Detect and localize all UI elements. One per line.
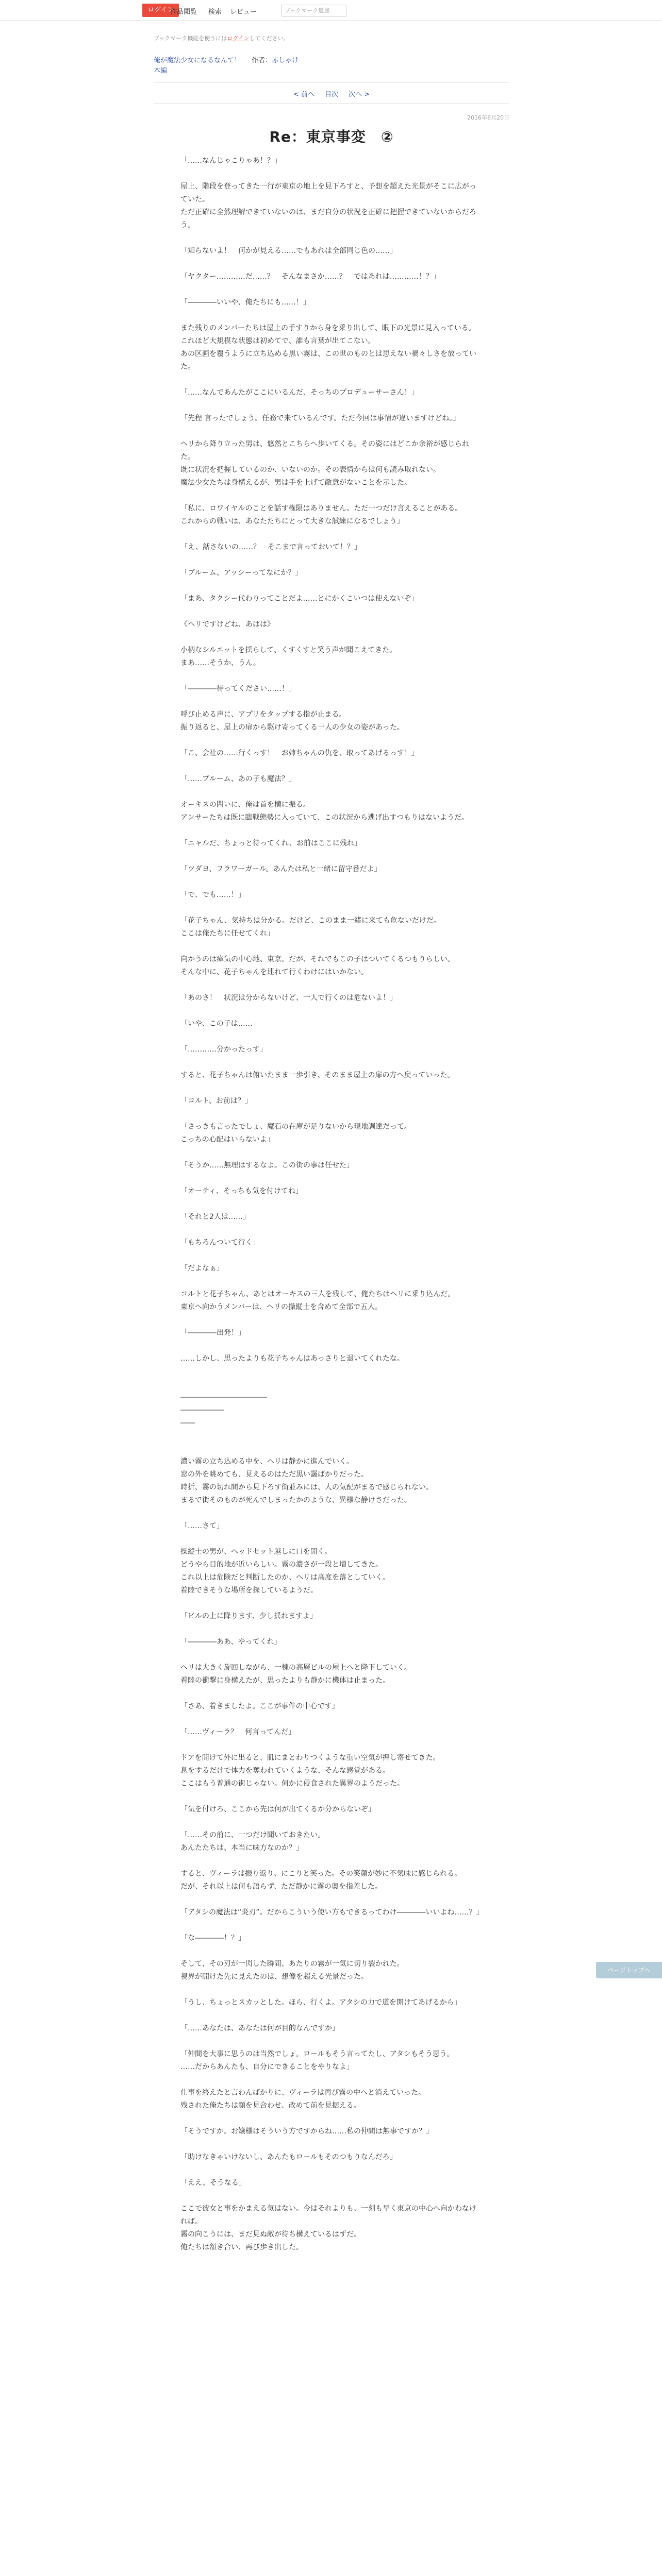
blank-line xyxy=(180,1919,482,1932)
divider xyxy=(154,82,509,83)
paragraph-line: 「仲間を大事に思うのは当然でしょ。ロールもそう言ってたし、アタシもそう思う。 xyxy=(180,2050,454,2058)
paragraph-line: ドアを開けて外に出ると、肌にまとわりつくような重い空気が押し寄せてきた。 xyxy=(180,1754,440,1762)
paragraph-line: 「まあ、タクシー代わりってことだよ……とにかくこいつは使えないぞ」 xyxy=(180,595,419,603)
blank-line xyxy=(180,1443,482,1455)
login-button[interactable]: ログイン xyxy=(142,4,179,17)
top-bar xyxy=(0,0,662,21)
series-link[interactable]: 本編 xyxy=(154,67,168,75)
paragraph-line: 着陸の衝撃に身構えたが、思ったよりも静かに機体は止まった。 xyxy=(180,1676,390,1685)
paragraph-line: 「……その前に、一つだけ聞いておきたい。 xyxy=(180,1831,325,1839)
blank-line xyxy=(180,940,482,953)
paragraph-line: 「気を付けろ、ここから先は何が出てくるか分からないぞ」 xyxy=(180,1805,375,1814)
page-top-button[interactable]: ページトップへ xyxy=(596,1962,662,1978)
paragraph-line: 「先程 言ったでしょう。任務で来ているんです。ただ今回は事情が違いますけどね。」 xyxy=(180,414,460,422)
paragraph-line: 操縦士の男が、ヘッドセット越しに口を開く。 xyxy=(180,1548,332,1556)
notice-text-after: してください。 xyxy=(249,35,289,42)
blank-line xyxy=(180,876,482,889)
nav-item-review[interactable]: レビュー xyxy=(230,8,257,16)
blank-line xyxy=(180,1378,482,1391)
blank-line xyxy=(180,850,482,863)
paragraph-line: 「そうか……無理はするなよ。この街の事は任せた」 xyxy=(180,1161,354,1170)
blank-line xyxy=(180,283,482,296)
paragraph-line: アンサーたちは既に臨戦態勢に入っていて、この状況から逃げ出すつもりはないようだ。 xyxy=(180,814,469,822)
paragraph-line: 小柄なシルエットを揺らして、くすくすと笑う声が聞こえてきた。 xyxy=(180,646,397,654)
blank-line xyxy=(180,696,482,708)
paragraph-line: 「花子ちゃん、気持ちは分かる。だけど、このまま一緒に来ても危ないだけだ。 xyxy=(180,917,441,925)
blank-line xyxy=(180,528,482,541)
blank-line xyxy=(180,374,482,386)
paragraph-line: 「いや、この子は……」 xyxy=(180,1020,260,1028)
blank-line xyxy=(180,760,482,773)
blank-line xyxy=(180,232,482,245)
paragraph-line: そして、その刃が一閃した瞬間、あたりの霧が一気に切り裂かれた。 xyxy=(180,1960,404,1968)
blank-line xyxy=(180,1507,482,1520)
blank-line xyxy=(180,631,482,644)
paragraph-line: すると、花子ちゃんは俯いたまま一歩引き、そのまま屋上の扉の方へ戻っていった。 xyxy=(180,1071,455,1079)
paragraph-line: これほど大規模な状態は初めてで、誰も言葉が出てこない。 xyxy=(180,337,375,345)
author-label: 作者： xyxy=(252,57,272,64)
paragraph-line: 「な――――！？」 xyxy=(180,1934,245,1942)
blank-line xyxy=(180,1430,482,1443)
paragraph-line: 霧の向こうには、まだ見ぬ敵が待ち構えているはずだ。 xyxy=(180,2230,361,2239)
paragraph-line: 仕事を終えたと言わんばかりに、ヴィーラは再び霧の中へと消えていった。 xyxy=(180,2089,426,2097)
blank-line xyxy=(180,1005,482,1018)
paragraph-line: ……だからあんたも、自分にできることをやりなよ」 xyxy=(180,2063,354,2071)
paragraph-line: これからの戦いは、あなたたちにとって大きな試練になるでしょう」 xyxy=(180,517,404,526)
paragraph-line: ……しかし、思ったよりも花子ちゃんはあっさりと退いてくれたな。 xyxy=(180,1354,404,1363)
blank-line xyxy=(180,1739,482,1752)
bookmark-search-input[interactable]: ブックマーク追加 xyxy=(282,5,346,16)
blank-line xyxy=(180,1314,482,1327)
paragraph-line: これ以上は危険だと判断したのか、ヘリは高度を落としていく。 xyxy=(180,1573,390,1582)
paragraph-line: 残された俺たちは顔を見合わせ、改めて前を見据える。 xyxy=(180,2102,361,2110)
blank-line xyxy=(180,1198,482,1211)
paragraph-line: 屋上、階段を登ってきた一行が東京の地上を見下ろすと、予想を超えた光景がそこに広がっていた。 xyxy=(180,182,476,204)
blank-line xyxy=(180,824,482,837)
paragraph-line: 視界が開けた先に見えたのは、想像を超える光景だった。 xyxy=(180,1973,368,1981)
paragraph-line: どうやら目的地が近いらしい。霧の濃さが一段と増してきた。 xyxy=(180,1561,383,1569)
blank-line xyxy=(180,167,482,180)
blank-line xyxy=(180,580,482,592)
blank-line xyxy=(180,1365,482,1378)
divider xyxy=(154,103,509,104)
blank-line xyxy=(180,258,482,270)
paragraph-line: ここは俺たちに任せてくれ」 xyxy=(180,929,274,938)
paragraph-line: ―――――――――――― xyxy=(180,1393,267,1401)
blank-line xyxy=(180,1082,482,1095)
paragraph-line: あの区画を覆うように立ち込める黒い霧は、この世のものとは思えない禍々しさを放っていた。 xyxy=(180,350,476,371)
blank-line xyxy=(180,399,482,412)
blank-line xyxy=(180,2009,482,2022)
blank-line xyxy=(180,2074,482,2087)
paragraph-line: 「……あなたは、あなたは何が目的なんですか」 xyxy=(180,2024,339,2032)
paragraph-line: 呼び止める声に、アプリをタップする指が止まる。 xyxy=(180,710,346,719)
paragraph-line: 「え、話さないの……？ そこまで言っておいて！？」 xyxy=(180,543,361,551)
blank-line xyxy=(180,786,482,799)
paragraph-line: あんたたちは、本当に味方なのか？」 xyxy=(180,1844,303,1852)
blank-line xyxy=(180,1108,482,1121)
nav-item-search[interactable]: 検索 xyxy=(208,8,222,16)
post-date: 2016年6月20日 xyxy=(467,114,509,121)
author-line xyxy=(252,55,299,64)
paragraph-line: 「ヤクター…………だ……？ そんなまさか……？ ではあれは…………！？」 xyxy=(180,273,440,281)
paragraph-line: 《ヘリですけどね、あはは》 xyxy=(180,620,274,629)
paragraph-line: 「で、でも……！」 xyxy=(180,891,245,899)
pager-top xyxy=(154,89,509,98)
blank-line xyxy=(180,1146,482,1159)
next-link[interactable]: 次へ > xyxy=(349,91,370,98)
paragraph-line: 東京へ向かうメンバーは、ヘリの操縦士を含めて全部で五人。 xyxy=(180,1303,383,1311)
paragraph-line: ここはもう普通の街じゃない。何かに侵食された異界のようだった。 xyxy=(180,1780,404,1788)
paragraph-line: 息をするだけで体力を奪われていくような、そんな感覚がある。 xyxy=(180,1767,390,1775)
blank-line xyxy=(180,605,482,618)
paragraph-line: 「ブルーム、アッシーってなにか？」 xyxy=(180,569,303,577)
blank-line xyxy=(180,1056,482,1069)
blank-line xyxy=(180,1533,482,1546)
login-notice xyxy=(154,34,289,42)
blank-line xyxy=(180,1687,482,1700)
paragraph-line: 向かうのは瘴気の中心地、東京。だが、それでもこの子はついてくるつもりらしい。 xyxy=(180,955,455,963)
author-link[interactable]: 赤しゃけ xyxy=(272,57,299,64)
paragraph-line: 俺たちは頷き合い、再び歩き出した。 xyxy=(180,2243,303,2251)
blank-line xyxy=(180,2112,482,2125)
paragraph-line: 振り返ると、屋上の扉から駆け寄ってくる一人の少女の姿があった。 xyxy=(180,723,404,732)
paragraph-line: まるで街そのものが死んでしまったかのような、異様な静けさだった。 xyxy=(180,1496,411,1504)
paragraph-line: 「――――待ってください……！」 xyxy=(180,685,296,693)
paragraph-line: 「だよなぁ」 xyxy=(180,1264,224,1273)
paragraph-line: 「さあ、着きましたよ。ここが事件の中心です」 xyxy=(180,1702,339,1710)
blank-line xyxy=(180,1249,482,1262)
paragraph-line: だが、それ以上は何も語らず、ただ静かに霧の奥を指差した。 xyxy=(180,1883,382,1891)
chapter-title: Re：東京事変 ② xyxy=(269,128,394,145)
blank-line xyxy=(180,1790,482,1803)
paragraph-line: ヘリは大きく旋回しながら、一棟の高層ビルの屋上へと降下していく。 xyxy=(180,1664,411,1672)
paragraph-line: 「そうですか。お嬢様はそういう方ですからね……私の仲間は無事ですか？」 xyxy=(180,2127,433,2136)
blank-line xyxy=(180,2138,482,2151)
paragraph-line: 「オーティ、そっちも気を付けてね」 xyxy=(180,1187,303,1195)
paragraph-line: コルトと花子ちゃん、あとはオーキスの三人を残して、俺たちはヘリに乗り込んだ。 xyxy=(180,1290,455,1298)
paragraph-line: 時折、霧の切れ間から見下ろす街並みには、人の気配がまるで感じられない。 xyxy=(180,1483,433,1492)
paragraph-line: ―― xyxy=(180,1419,195,1427)
blank-line xyxy=(180,1816,482,1829)
paragraph-line: 「それと2人は……」 xyxy=(180,1213,250,1221)
paragraph-line: 「――――いいや、俺たちにも……！」 xyxy=(180,298,310,307)
blank-line xyxy=(180,1623,482,1636)
blank-line xyxy=(180,1597,482,1610)
paragraph-line: オーキスの問いに、俺は首を横に振る。 xyxy=(180,801,310,809)
paragraph-line: 「……なんじゃこりゃあ！？」 xyxy=(180,157,282,165)
paragraph-line: 「コルト、お前は？」 xyxy=(180,1097,252,1105)
paragraph-line: 「あのさ！ 状況は分からないけど、一人で行くのは危ないよ！」 xyxy=(180,994,397,1002)
paragraph-line: 「助けなきゃいけないし、あんたもロールもそのつもりなんだろ」 xyxy=(180,2153,397,2161)
paragraph-line: 「ツダヨ、フラワーガール。あんたは私と一緒に留守番だよ」 xyxy=(180,865,382,873)
paragraph-line: 「…………分かったっす」 xyxy=(180,1045,267,1054)
blank-line xyxy=(180,902,482,914)
blank-line xyxy=(180,1893,482,1906)
blank-line xyxy=(180,309,482,322)
paragraph-line: 「――――出発！」 xyxy=(180,1329,245,1337)
prev-link[interactable]: < 前へ xyxy=(293,91,315,98)
blank-line xyxy=(180,1984,482,1996)
paragraph-line: 「知らないよ！ 何かが見える……でもあれは全部同じ色の……」 xyxy=(180,247,397,255)
blank-line xyxy=(180,489,482,502)
paragraph-line: 魔法少女たちは身構えるが、男は手を上げて敵意がないことを示した。 xyxy=(180,479,411,487)
paragraph-line: 「……さて」 xyxy=(180,1522,224,1530)
blank-line xyxy=(180,1945,482,1958)
blank-line xyxy=(180,1855,482,1868)
blank-line xyxy=(180,734,482,747)
paragraph-line: 「……なんであんたがここにいるんだ、そっちのプロデューサーさん！」 xyxy=(180,388,419,397)
blank-line xyxy=(180,2190,482,2202)
blank-line xyxy=(180,979,482,992)
paragraph-line: 「――――ああ、やってくれ」 xyxy=(180,1638,282,1646)
notice-login-link[interactable]: ログイン xyxy=(227,35,250,42)
paragraph-line: 「……ブルーム、あの子も魔法？」 xyxy=(180,775,296,783)
paragraph-line: 「アタシの魔法は“炎刃”。だからこういう使い方もできるってわけ――――いいよね……？」 xyxy=(180,1908,484,1917)
paragraph-line: ヘリから降り立った男は、悠然とこちらへ歩いてくる。その姿にはどこか余裕が感じられた。 xyxy=(180,440,469,461)
paragraph-line: 「ニャルだ、ちょっと待ってくれ、お前はここに残れ」 xyxy=(180,839,361,848)
blank-line xyxy=(180,1172,482,1185)
blank-line xyxy=(180,1649,482,1662)
paragraph-line: そんな中に、花子ちゃんを連れて行くわけにはいかない。 xyxy=(180,968,368,976)
blank-line xyxy=(180,1030,482,1043)
work-title-link[interactable]: 俺が魔法少女になるなんて！ xyxy=(154,57,241,64)
blank-line xyxy=(180,425,482,438)
blank-line xyxy=(180,1713,482,1726)
blank-line xyxy=(180,1224,482,1236)
paragraph-line: 「もちろんついて行く」 xyxy=(180,1239,260,1247)
paragraph-line: ここで彼女と事をかまえる気はない。今はそれよりも、一刻も早く東京の中心へ向かわなければ。 xyxy=(180,2205,476,2226)
paragraph-line: 「……ヴィーラ？ 何言ってんだ」 xyxy=(180,1728,296,1736)
paragraph-line: 「こ、会社の……行くっす！ お姉ちゃんの仇を、取ってあげるっす！」 xyxy=(180,749,419,757)
chapter-body xyxy=(180,155,482,2254)
paragraph-line: また残りのメンバーたちは屋上の手すりから身を乗り出して、眼下の光景に見入っている。 xyxy=(180,324,476,332)
paragraph-line: 「ええ、そうなる」 xyxy=(180,2179,246,2187)
paragraph-line: こっちの心配はいらないよ」 xyxy=(180,1136,274,1144)
blank-line xyxy=(180,2035,482,2048)
paragraph-line: 「ビルの上に降ります、少し揺れますよ」 xyxy=(180,1612,317,1620)
paragraph-line: 「私に、ロワイヤルのことを話す権限はありません。ただ一つだけ言えることがある。 xyxy=(180,504,462,513)
paragraph-line: すると、ヴィーラは振り返り、にこりと笑った。その笑顔が妙に不気味に感じられる。 xyxy=(180,1870,462,1878)
paragraph-line: 「さっきも言ったでしょ、魔石の在庫が足りないから現地調達だって。 xyxy=(180,1123,411,1131)
paragraph-line: 濃い霧の立ち込める中を、ヘリは静かに進んでいく。 xyxy=(180,1458,354,1466)
paragraph-line: 窓の外を眺めても、見えるのはただ黒い靄ばかりだった。 xyxy=(180,1470,368,1479)
toc-link[interactable]: 目次 xyxy=(324,91,338,98)
blank-line xyxy=(180,1340,482,1352)
blank-line xyxy=(180,1275,482,1288)
paragraph-line: ただ正確に全然理解できていないのは、まだ自分の状況を正確に把握できていないからだろう。 xyxy=(180,208,476,229)
paragraph-line: 着陸できそうな場所を探しているようだ。 xyxy=(180,1586,318,1595)
paragraph-line: ―――――― xyxy=(180,1406,224,1414)
nav-item-browse[interactable]: 作品閲覧 xyxy=(170,8,197,16)
blank-line xyxy=(180,554,482,567)
blank-line xyxy=(180,670,482,683)
notice-text: ブックマーク機能を使うには xyxy=(154,35,227,42)
blank-line xyxy=(180,2164,482,2177)
paragraph-line: まあ……そうか、うん。 xyxy=(180,659,260,667)
paragraph-line: 「うし、ちょっとスカッとした。ほら、行くよ。アタシの力で道を開けてあげるから」 xyxy=(180,1998,461,2007)
paragraph-line: 既に状況を把握しているのか、いないのか。その表情からは何も読み取れない。 xyxy=(180,466,440,474)
